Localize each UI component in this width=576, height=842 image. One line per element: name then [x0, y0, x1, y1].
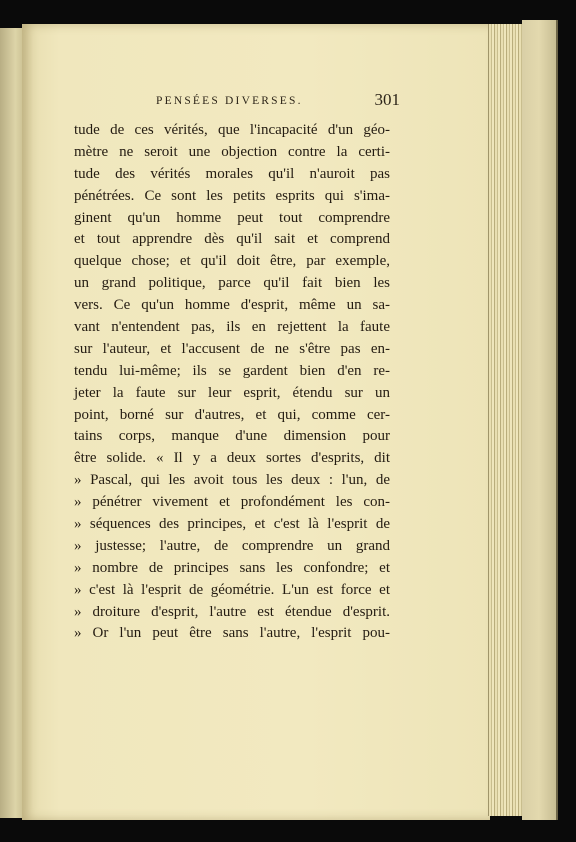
text-line: un grand politique, parce qu'il fait bien les — [74, 275, 390, 292]
page-number: 301 — [374, 90, 400, 109]
text-line: pénétrées. Ce sont les petits esprits qui s'ima- — [74, 187, 390, 204]
book-cover-board — [522, 20, 558, 820]
running-title: PENSÉES DIVERSES. — [156, 95, 303, 107]
text-line: » Pascal, qui les avoit tous les deux : l'un, de — [74, 472, 390, 489]
text-line: et tout apprendre dès qu'il sait et comprend — [74, 231, 390, 248]
text-line: » séquences des principes, et c'est là l'esprit de — [74, 516, 390, 533]
text-line: vant n'entendent pas, ils en rejettent la faute — [74, 319, 390, 336]
text-line: » nombre de principes sans les confondre; et — [74, 559, 390, 576]
text-line: » c'est là l'esprit de géométrie. L'un est force et — [74, 581, 390, 598]
text-line: tude de ces vérités, que l'incapacité d'un géo- — [74, 122, 390, 138]
text-line: ginent qu'un homme peut tout comprendre — [74, 209, 390, 226]
text-line: mètre ne seroit une objection contre la certi- — [74, 143, 390, 160]
text-line: être solide. « Il y a deux sortes d'esprits, dit — [74, 450, 390, 467]
text-line: vers. Ce qu'un homme d'esprit, même un sa- — [74, 297, 390, 314]
text-line: sur l'auteur, et l'accusent de ne s'être pas en- — [74, 340, 390, 357]
text-line: » Or l'un peut être sans l'autre, l'esprit pou- — [74, 625, 390, 642]
text-line: tude des vérités morales qu'il n'auroit pas — [74, 165, 390, 182]
page-header — [150, 92, 400, 116]
body-text — [74, 120, 390, 645]
text-line: » droiture d'esprit, l'autre est étendue d'esprit. — [74, 603, 390, 620]
text-line: tains corps, manque d'une dimension pour — [74, 428, 390, 445]
text-line: » justesse; l'autre, de comprendre un grand — [74, 537, 390, 554]
text-line: point, borné sur d'autres, et qui, comme cer- — [74, 406, 390, 423]
text-line: quelque chose; et qu'il doit être, par exemple, — [74, 253, 390, 270]
page-stack-edges — [488, 24, 523, 816]
facing-page-edge — [0, 28, 23, 818]
text-line: jeter la faute sur leur esprit, étendu sur un — [74, 384, 390, 401]
text-line: tendu lui-même; ils se gardent bien d'en re- — [74, 362, 390, 379]
text-line: » pénétrer vivement et profondément les con- — [74, 494, 390, 511]
